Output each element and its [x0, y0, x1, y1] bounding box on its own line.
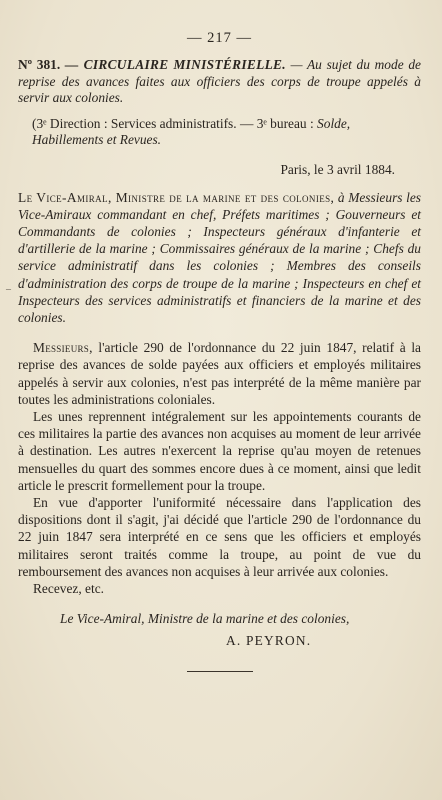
direction-bureau: Solde, Habillements et Revues.: [32, 115, 351, 147]
paragraph-1-text: l'article 290 de l'ordonnance du 22 juin 1847, relatif à la reprise des avances de solde payées aux officiers et employés militaires appelés à servir aux colonies, n'est pas interprété de la même manière par toutes les administrations coloniales.: [18, 340, 421, 407]
salutation-recipients: à Messieurs les Vice-Amiraux commandant en chef, Préfets maritimes ; Gouverneurs et Commandants de colonies ; Inspecteurs généraux d'infanterie et d'artillerie de la marine ; Commissaires généraux de la marine ; Chefs du service administratif dans les colonies ; Membres des conseils d'administration des corps de troupe de la marine ; Inspecteurs en chef et Inspecteurs des services administratifs et financiers de la marine et des colonies.: [18, 189, 421, 325]
paragraph-1-lead: Messieurs,: [33, 340, 93, 356]
signoff-title: Le Vice-Amiral, Ministre de la marine et des colonies,: [60, 610, 350, 626]
circular-title: — CIRCULAIRE MINISTÉRIELLE.: [64, 57, 286, 72]
direction-text: (3ᵉ Direction : Services administratifs. — 3ᵉ bureau :: [32, 115, 314, 131]
circular-subject: — Au sujet du mode de reprise des avances faites aux officiers des corps de troupe appelés à servir aux colonies.: [18, 57, 421, 105]
salutation-author: Le Vice-Amiral, Ministre de la marine et des colonies,: [18, 189, 335, 205]
circular-number: Nº 381.: [18, 57, 61, 72]
direction-line: [18, 116, 421, 149]
salutation: [18, 189, 421, 327]
closing-formula: Recevez, etc.: [33, 580, 104, 596]
margin-mark: –: [6, 284, 11, 295]
body-text: [18, 339, 421, 580]
paragraph-2: Les unes reprennent intégralement sur les appointements courants de ces militaires la partie des avances non acquises au moment de leur arrivée à destination. Les autres n'exercent la reprise qu'au moyen de retenues mensuelles du quart des sommes encore dues à ce moment, ainsi que ledit article le prescrit formellement pour la troupe.: [18, 408, 421, 493]
circular-header: [18, 57, 421, 107]
dateline: Paris, le 3 avril 1884.: [280, 161, 395, 177]
signature-name: A. PEYRON.: [226, 632, 312, 648]
paragraph-3: En vue d'apporter l'uniformité nécessaire dans l'application des dispositions dont il s'agit, j'ai décidé que l'article 290 de l'ordonnance du 22 juin 1847 sera interprété en ce sens que les officiers et employés militaires seront traités comme la troupe, au point de vue du remboursement des avances non acquises à leur arrivée aux colonies.: [18, 494, 421, 579]
page-number: — 217 —: [187, 30, 252, 46]
paragraph-1: [18, 339, 421, 408]
closing-rule: [187, 671, 253, 672]
